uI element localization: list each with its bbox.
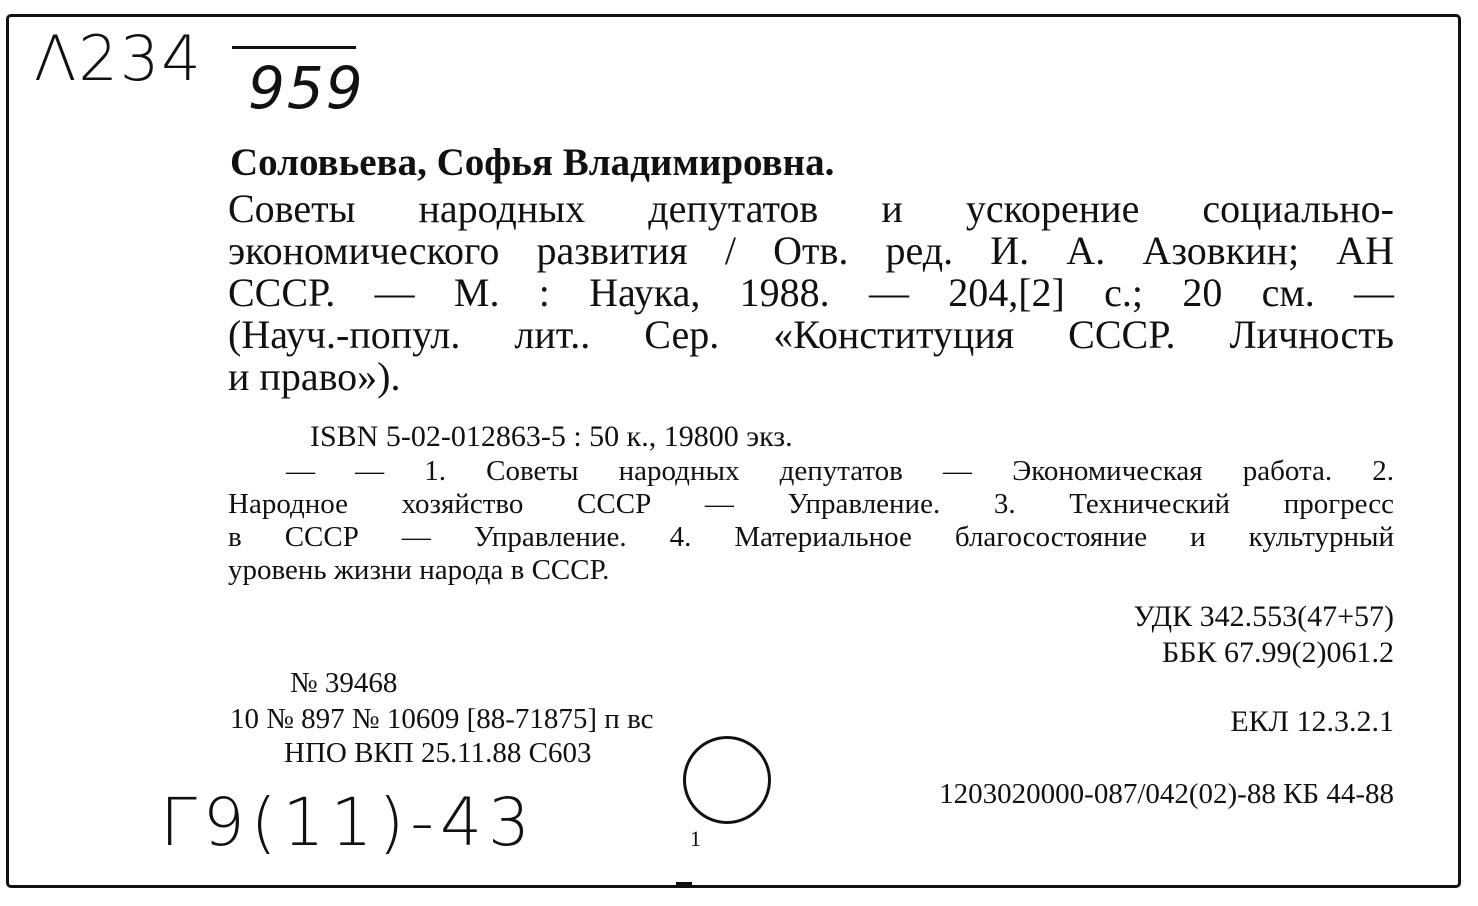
description-line: Советы народных депутатов и ускорение социально- bbox=[228, 186, 1394, 231]
isbn-line: ISBN 5-02-012863-5 : 50 к., 19800 экз. bbox=[310, 420, 793, 453]
description-line: экономического развития / Отв. ред. И. А. Азовкин; АН bbox=[228, 228, 1394, 273]
npo-line: НПО ВКП 25.11.88 С603 bbox=[284, 737, 592, 769]
bottom-dash-mark bbox=[676, 882, 692, 886]
circle-mark-label: 1 bbox=[690, 826, 701, 851]
subject-line: в СССР — Управление. 4. Материальное благосостояние и культурный bbox=[228, 521, 1394, 553]
handwritten-shelfmark: Λ234 bbox=[34, 22, 203, 95]
udk-code: УДК 342.553(47+57) bbox=[1133, 600, 1394, 633]
record-number: № 39468 bbox=[290, 667, 398, 699]
subject-line: Народное хозяйство СССР — Управление. 3. Технический прогресс bbox=[228, 488, 1394, 520]
subject-headings bbox=[228, 455, 1394, 587]
subject-line: уровень жизни народа в СССР. bbox=[228, 554, 610, 586]
catalog-code: 1203020000-087/042(02)-88 КБ 44-88 bbox=[939, 778, 1394, 810]
bbk-code: ББК 67.99(2)061.2 bbox=[1162, 636, 1394, 669]
handwritten-shelfmark-number: 959 bbox=[248, 54, 365, 122]
ekl-code: ЕКЛ 12.3.2.1 bbox=[1230, 705, 1394, 738]
print-info-line: 10 № 897 № 10609 [88-71875] п вс bbox=[230, 703, 654, 735]
circle-stamp bbox=[683, 736, 771, 824]
description-line: (Науч.-попул. лит.. Сер. «Конституция СССР. Личность bbox=[228, 312, 1394, 357]
description-line: СССР. — М. : Наука, 1988. — 204,[2] с.; 20 см. — bbox=[228, 270, 1394, 315]
bibliographic-description bbox=[228, 188, 1394, 398]
handwritten-bottom-note: Г9(11)-43 bbox=[160, 784, 537, 861]
shelfmark-fraction-line bbox=[232, 46, 356, 49]
subject-line: — — 1. Советы народных депутатов — Экономическая работа. 2. bbox=[286, 455, 1394, 487]
description-line: и право»). bbox=[228, 354, 401, 399]
author-heading: Соловьева, Софья Владимировна. bbox=[230, 141, 835, 184]
